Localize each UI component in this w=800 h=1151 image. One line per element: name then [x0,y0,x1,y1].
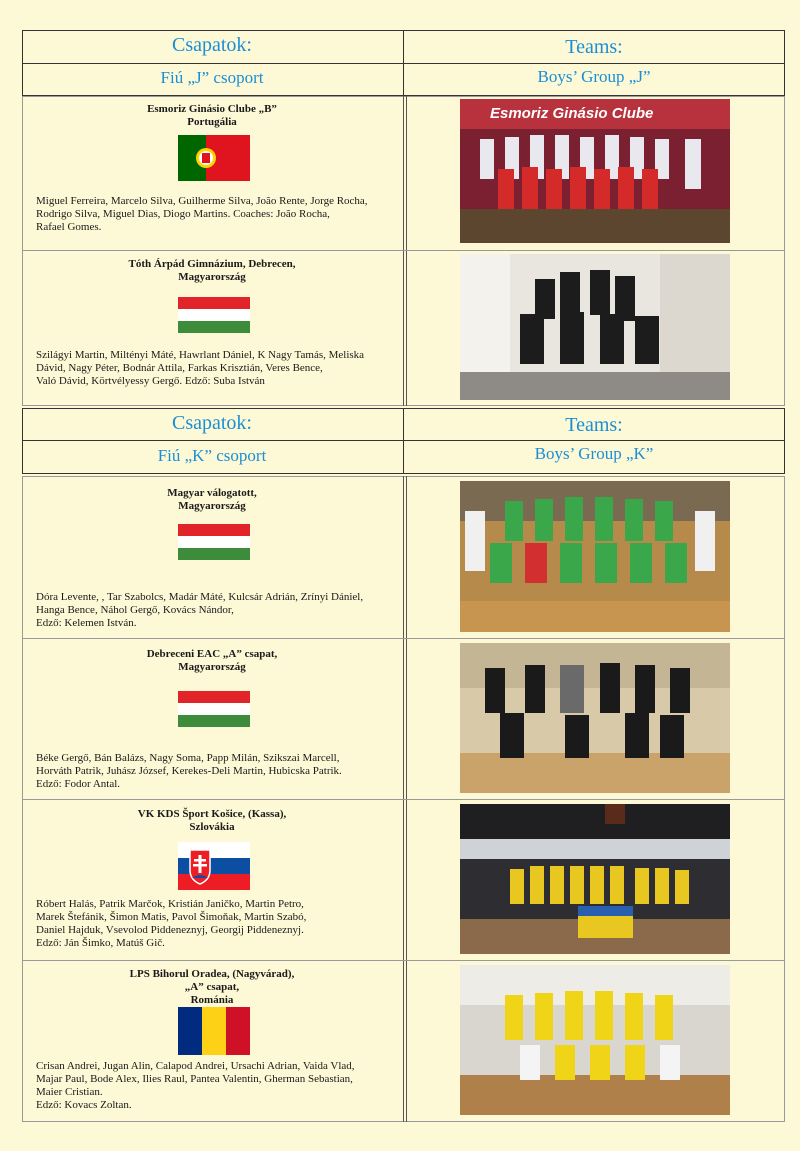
hungary-flag-icon [178,691,250,727]
team-roster: Szilágyi Martin, Miltényi Máté, Hawrlant Dániel, K Nagy Tamás, Meliska Dávid, Nagy Péter, Bodnár Attila, Farkas Krisztián, Veres Bence, Való Dávid, Körtvélyessy Gergő. Edző: Suba István [36,349,365,387]
team-roster: Miguel Ferreira, Marcelo Silva, Guilherme Silva, João Rente, Jorge Rocha, Rodrigo Silva, Miguel Dias, Diogo Martins. Coaches: João Rocha, Rafael Gomes. [36,195,368,233]
team-name: Tóth Árpád Gimnázium, Debrecen, Magyarország [128,258,296,283]
romania-flag-icon [178,1007,250,1055]
slovakia-flag-icon [178,842,250,890]
team-photo [460,481,730,632]
team-photo [460,643,730,793]
divider [22,638,785,639]
team-roster: Béke Gergő, Bán Balázs, Nagy Soma, Papp Milán, Szikszai Marcell, Horváth Patrik, Juhász József, Kerekes-Deli Martin, Hubicska Patrik. Edző: Fodor Antal. [36,752,342,790]
group-title-hu: Fiú „J” csoport [160,68,264,87]
group-title-hu: Fiú „K” csoport [157,446,267,465]
divider [22,799,785,800]
divider [403,96,404,406]
hungary-flag-icon [178,524,250,560]
team-name: Esmoriz Ginásio Clube „B” Portugália [147,103,277,128]
section-title-hu: Csapatok: [172,412,252,434]
section-title-en: Teams: [565,414,623,436]
team-roster: Crisan Andrei, Jugan Alin, Calapod Andrei, Ursachi Adrian, Vaida Vlad, Majar Paul, Bode Alex, Ilies Raul, Pantea Valentin, Gherman Sebastian, Maier Cristian. Edző: Kovacs Zoltan. [36,1060,355,1111]
team-photo [460,99,730,243]
team-name: LPS Bihorul Oradea, (Nagyvárad), „A” csapat, Románia [129,968,295,1006]
hungary-flag-icon [178,297,250,333]
team-roster: Dóra Levente, , Tar Szabolcs, Madár Máté, Kulcsár Adrián, Zrínyi Dániel, Hanga Bence, Náhol Gergő, Kovács Nándor, Edző: Kelemen István. [36,591,364,629]
team-name: VK KDS Šport Košice, (Kassa), Szlovákia [137,808,287,833]
team-photo [460,804,730,954]
section-title-hu: Csapatok: [172,34,252,56]
portugal-flag-icon [178,135,250,181]
team-photo [460,965,730,1115]
team-photo [460,254,730,400]
divider [406,96,407,406]
divider [22,960,785,961]
team-roster: Róbert Halás, Patrik Marčok, Kristián Janičko, Martin Petro, Marek Štefánik, Šimon Matis, Pavol Šimoňak, Martin Szabó, Daniel Hajduk, Vsevolod Piddeneznyj, Georgij Piddeneznyj. Edző: Ján Šimko, Matúš Gič. [36,898,307,949]
team-name: Magyar válogatott, Magyarország [167,487,257,512]
section-title-en: Teams: [565,36,623,58]
group-title-en: Boys’ Group „K” [534,444,654,463]
team-name: Debreceni EAC „A” csapat, Magyarország [146,648,278,673]
divider [22,250,785,251]
group-title-en: Boys’ Group „J” [537,67,651,86]
photo-banner: Esmoriz Ginásio Clube [490,105,654,122]
